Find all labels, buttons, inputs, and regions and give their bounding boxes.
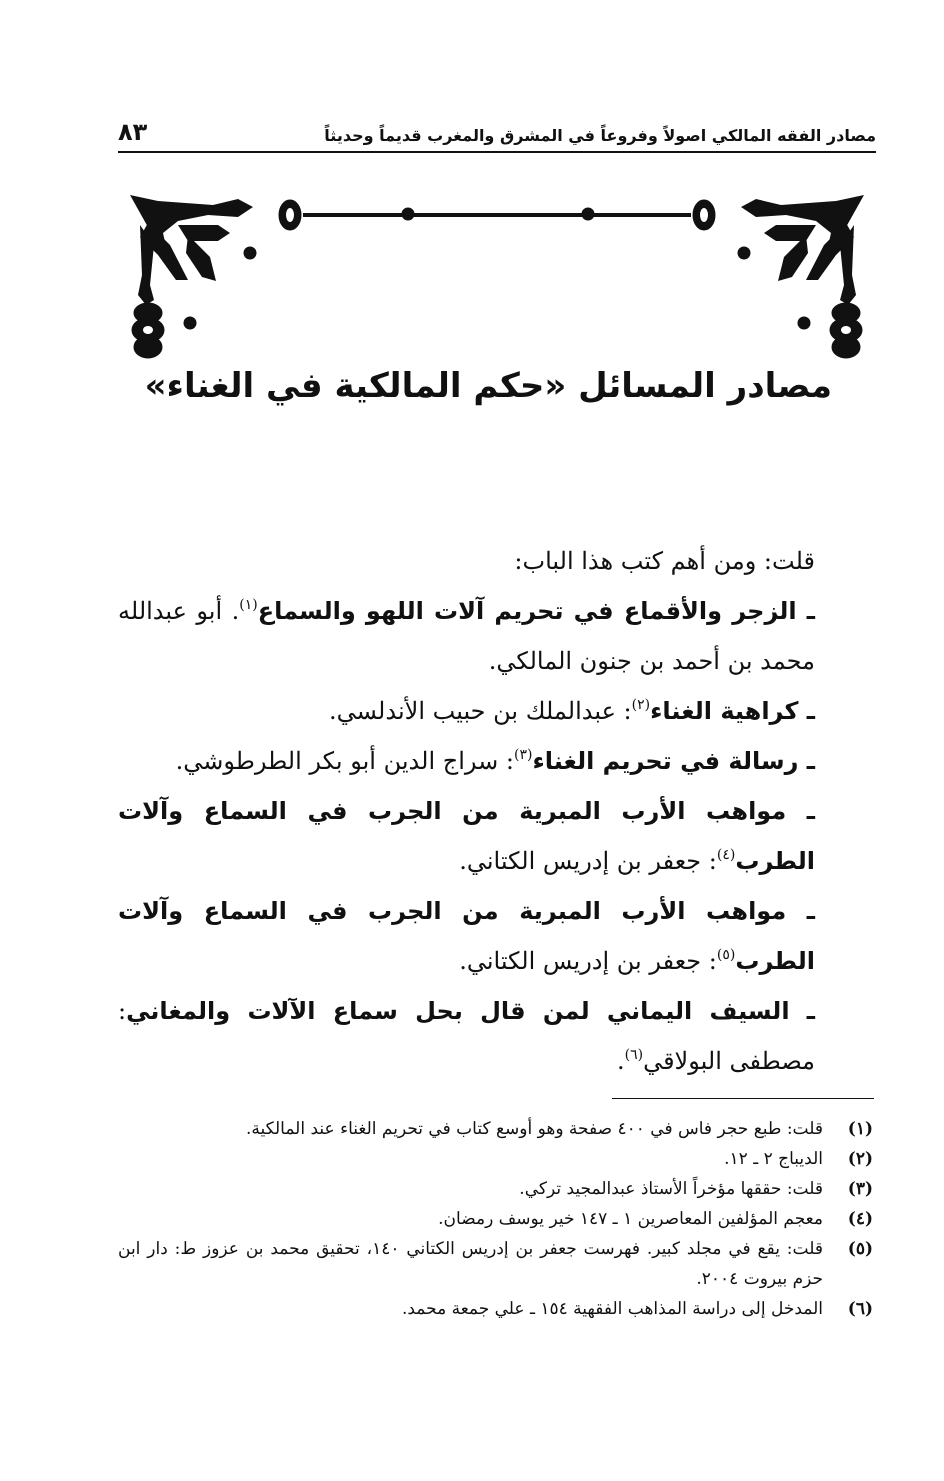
footnote-number: (٣) — [847, 1179, 873, 1199]
footnote-ref[interactable]: (٥) — [716, 947, 736, 963]
running-title: مصادر الفقه المالكي اصولاً وفروعاً في المشرق والمغرب قديماً وحديثاً — [324, 126, 876, 145]
list-item — [118, 986, 873, 1086]
footnote-number: (٢) — [847, 1149, 873, 1169]
footnote — [118, 1144, 873, 1174]
item-author: : عبدالملك بن حبيب الأندلسي. — [329, 697, 632, 725]
header-rule — [118, 151, 876, 153]
item-author: : جعفر بن إدريس الكتاني. — [459, 847, 717, 875]
footnote — [118, 1174, 873, 1204]
item-title: مواهب الأرب المبرية من الجرب في السماع وآلات الطرب — [118, 897, 815, 975]
footnote-text: الديباج ٢ ـ ١٢. — [724, 1149, 823, 1169]
item-dash: ـ — [806, 897, 815, 925]
item-author: . أبو عبدالله محمد بن أحمد بن جنون المالكي. — [118, 597, 815, 675]
footnote — [118, 1294, 873, 1324]
footnote-ref[interactable]: (٦) — [624, 1047, 644, 1063]
item-author: : سراج الدين أبو بكر الطرطوشي. — [175, 747, 514, 775]
footnote-text: قلت: حققها مؤخراً الأستاذ عبدالمجيد تركي. — [519, 1179, 823, 1199]
footnote — [118, 1114, 873, 1144]
main-text — [118, 536, 873, 1086]
footnote-ref[interactable]: (٤) — [716, 847, 736, 863]
footnote-text: معجم المؤلفين المعاصرين ١ ـ ١٤٧ خير يوسف رمضان. — [438, 1209, 823, 1229]
list-item — [118, 686, 873, 736]
decorative-frame-ornament — [118, 185, 876, 385]
footnotes — [118, 1114, 873, 1324]
footnote-text: قلت: طبع حجر فاس في ٤٠٠ صفحة وهو أوسع كتاب في تحريم الغناء عند المالكية. — [245, 1119, 823, 1139]
item-dash: ـ — [806, 747, 815, 775]
list-item — [118, 786, 873, 886]
item-dash: ـ — [806, 697, 815, 725]
page-number: ٨٣ — [118, 118, 148, 146]
footnote-ref[interactable]: (٣) — [513, 747, 533, 763]
footnote — [118, 1204, 873, 1234]
item-title: مواهب الأرب المبرية من الجرب في السماع وآلات الطرب — [118, 797, 815, 875]
footnote-text: قلت: يقع في مجلد كبير. فهرست جعفر بن إدريس الكتاني ١٤٠، تحقيق محمد بن عزوز ط: دار ابن حزم بيروت ٢٠٠٤. — [118, 1239, 823, 1289]
footnote-number: (٤) — [847, 1209, 873, 1229]
list-item — [118, 886, 873, 986]
footnote-text: المدخل إلى دراسة المذاهب الفقهية ١٥٤ ـ علي جمعة محمد. — [401, 1299, 823, 1319]
item-dash: ـ — [806, 797, 815, 825]
item-title: رسالة في تحريم الغناء — [532, 747, 799, 775]
item-dash: ـ — [806, 997, 815, 1025]
footnote — [118, 1234, 873, 1294]
item-title: الزجر والأقماع في تحريم آلات اللهو والسماع — [257, 597, 797, 625]
chapter-title: مصادر المسائل «حكم المالكية في الغناء» — [144, 366, 832, 406]
footnote-ref[interactable]: (٢) — [631, 697, 651, 713]
item-author: : جعفر بن إدريس الكتاني. — [459, 947, 717, 975]
list-item — [118, 736, 873, 786]
running-header — [118, 112, 876, 152]
footnote-ref[interactable]: (١) — [239, 597, 258, 613]
item-title: كراهية الغناء — [650, 697, 799, 725]
footnote-number: (٦) — [847, 1299, 873, 1319]
list-item — [118, 586, 873, 686]
item-author: : مصطفى البولاقي — [118, 997, 815, 1075]
intro-paragraph: قلت: ومن أهم كتب هذا الباب: — [514, 547, 815, 575]
footnote-number: (١) — [847, 1119, 873, 1139]
footnote-number: (٥) — [847, 1239, 873, 1259]
item-title: السيف اليماني لمن قال بحل سماع الآلات والمغاني — [126, 997, 790, 1025]
item-dash: ـ — [806, 597, 815, 625]
footnote-separator — [612, 1098, 874, 1099]
item-end: . — [616, 1047, 625, 1075]
